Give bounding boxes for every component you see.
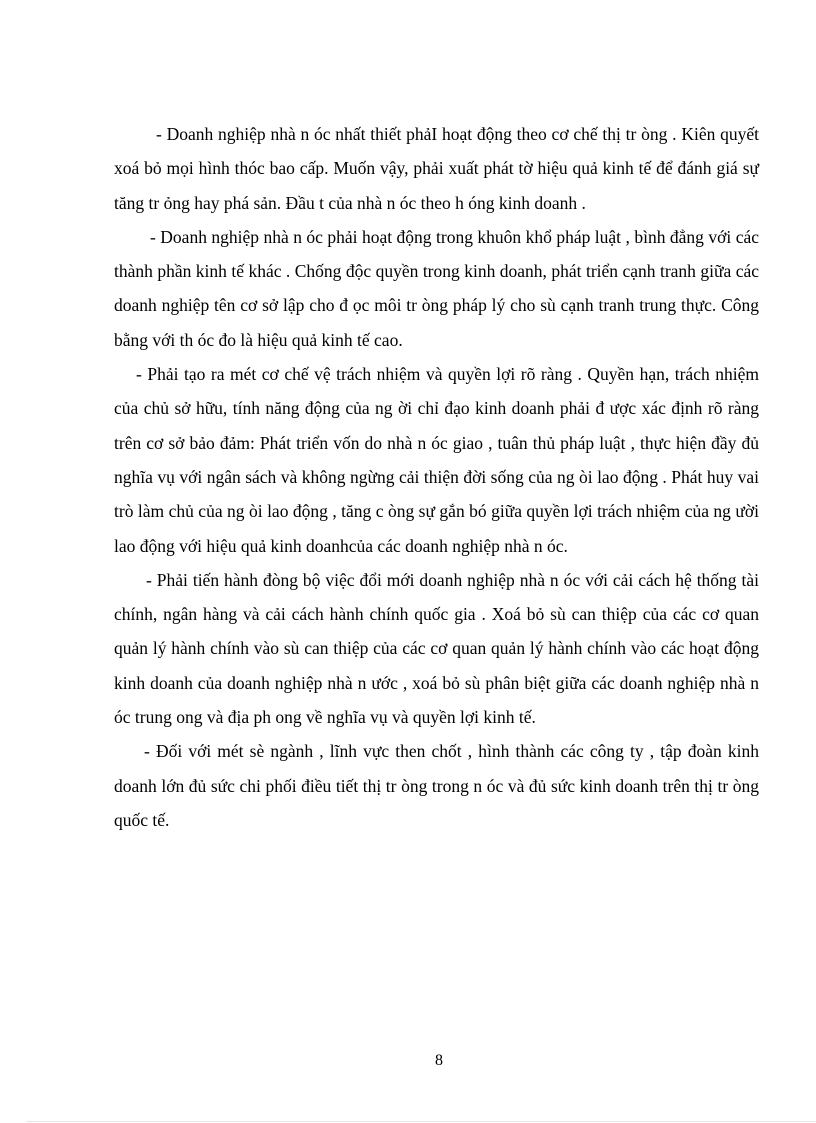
paragraph-key-sectors: - Đối với mét sè ngành , lĩnh vực then chốt , hình thành các công ty , tập đoàn kinh doanh lớn đủ sức chi phối điều tiết thị tr òng trong n óc và đủ sức kinh doanh trên thị tr òng quốc tế. [114, 741, 759, 830]
body-text [114, 117, 759, 837]
paragraph-responsibility-mechanism: - Phải tạo ra mét cơ chế vệ trách nhiệm và quyền lợi rõ ràng . Quyền hạn, trách nhiệm của chủ sở hữu, tính năng động của ng ời chỉ đạo kinh doanh phải đ ược xác định rõ ràng trên cơ sở bảo đảm: Phát triển vốn do nhà n óc giao , tuân thủ pháp luật , thực hiện đầy đủ nghĩa vụ với ngân sách và không ngừng cải thiện đời sống của ng òi lao động . Phát huy vai trò làm chủ của ng òi lao động , tăng c òng sự gắn bó giữa quyền lợi trách nhiệm của ng ười lao động với hiệu quả kinh doanhcủa các doanh nghiệp nhà n óc. [114, 364, 759, 556]
page-number: 8 [435, 1052, 443, 1069]
paragraph-legal-framework: - Doanh nghiệp nhà n óc phải hoạt động trong khuôn khổ pháp luật , bình đẳng với các thành phần kinh tế khác . Chống độc quyền trong kinh doanh, phát triển cạnh tranh giữa các doanh nghiệp tên cơ sở lập cho đ ọc môi tr òng pháp lý cho sù cạnh tranh trung thực. Công bằng với th óc đo là hiệu quả kinh tế cao. [114, 226, 759, 350]
page-bottom-divider [26, 1121, 816, 1122]
paragraph-synchronous-reform: - Phải tiến hành đòng bộ việc đổi mới doanh nghiệp nhà n óc với cải cách hệ thống tài chính, ngân hàng và cải cách hành chính quốc gia . Xoá bỏ sù can thiệp của các cơ quan quản lý hành chính vào sù can thiệp của các cơ quan quản lý hành chính vào các hoạt động kinh doanh của doanh nghiệp nhà n ước , xoá bỏ sù phân biệt giữa các doanh nghiệp nhà n óc trung ong và địa ph ong về nghĩa vụ và quyền lợi kinh tế. [114, 569, 759, 728]
paragraph-market-mechanism: - Doanh nghiệp nhà n óc nhất thiết phảI hoạt động theo cơ chế thị tr òng . Kiên quyết xoá bỏ mọi hình thóc bao cấp. Muốn vậy, phải xuất phát tờ hiệu quả kinh tế để đánh giá sự tăng tr ỏng hay phá sản. Đầu t của nhà n óc theo h óng kinh doanh . [114, 124, 759, 213]
